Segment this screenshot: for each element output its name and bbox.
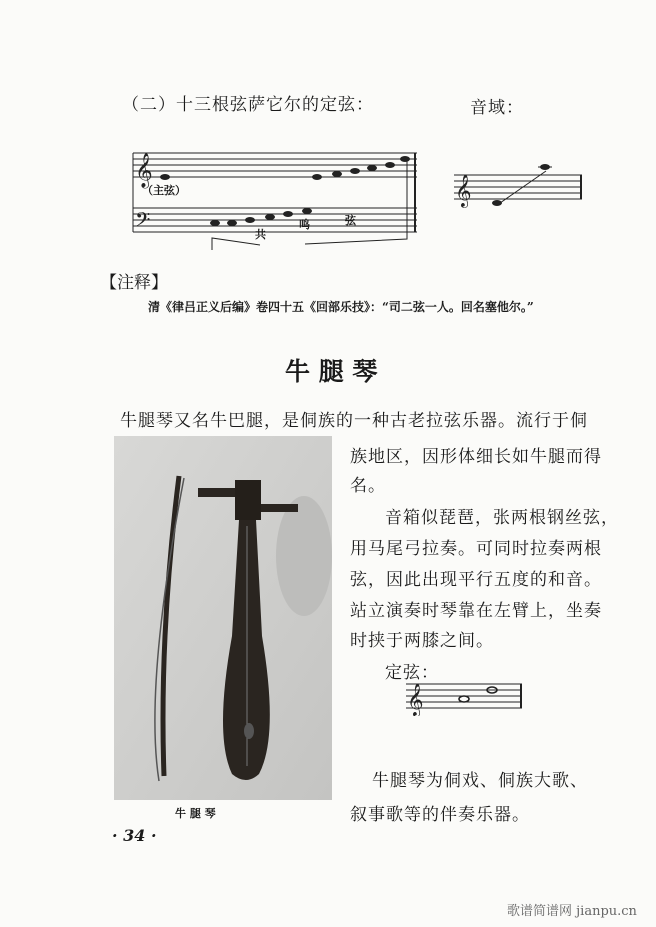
paragraph-line: 用马尾弓拉奏。可同时拉奏两根: [350, 539, 602, 559]
resonance-label-3: 弦: [345, 214, 356, 227]
resonance-label-1: 共: [255, 228, 266, 241]
paragraph-line: 弦，因此出现平行五度的和音。: [350, 570, 602, 590]
range-staff: [452, 160, 584, 212]
paragraph-line: 牛腿琴又名牛巴腿，是侗族的一种古老拉弦乐器。流行于侗: [120, 411, 588, 431]
notes-heading: 【注释】: [100, 273, 168, 293]
main-string-label: （主弦）: [142, 184, 186, 197]
paragraph-line: 名。: [350, 476, 386, 496]
page-number: · 34 ·: [112, 826, 157, 845]
svg-text:𝄞: 𝄞: [135, 153, 153, 188]
range-label: 音域：: [470, 98, 524, 118]
notes-text: 清《律吕正义后编》卷四十五《回部乐技》：“司二弦一人。回名塞他尔。”: [148, 300, 534, 314]
photo-caption: 牛 腿 琴: [175, 807, 216, 820]
section-heading: （二）十三根弦萨它尔的定弦：: [122, 95, 374, 115]
svg-text:𝄢: 𝄢: [135, 208, 151, 236]
svg-text:𝄞: 𝄞: [407, 683, 424, 716]
resonance-label-2: 鸣: [299, 218, 310, 231]
paragraph-line: 叙事歌等的伴奏乐器。: [350, 805, 530, 825]
watermark: 歌谱简谱网 jianpu.cn: [507, 904, 637, 919]
svg-text:𝄞: 𝄞: [455, 174, 472, 207]
paragraph-line: 音箱似琵琶，张两根钢丝弦，: [385, 508, 619, 528]
paragraph-line: 牛腿琴为侗戏、侗族大歌、: [372, 771, 588, 791]
paragraph-line: 族地区，因形体细长如牛腿而得: [350, 447, 602, 467]
niutuiqin-photo: [114, 436, 332, 800]
paragraph-line: 时挟于两膝之间。: [350, 631, 494, 651]
paragraph-line: 站立演奏时琴靠在左臂上，坐奏: [350, 601, 602, 621]
article-title: 牛 腿 琴: [285, 357, 378, 386]
tuning-staff: [404, 676, 524, 716]
paragraph-line: 定弦：: [385, 663, 439, 683]
